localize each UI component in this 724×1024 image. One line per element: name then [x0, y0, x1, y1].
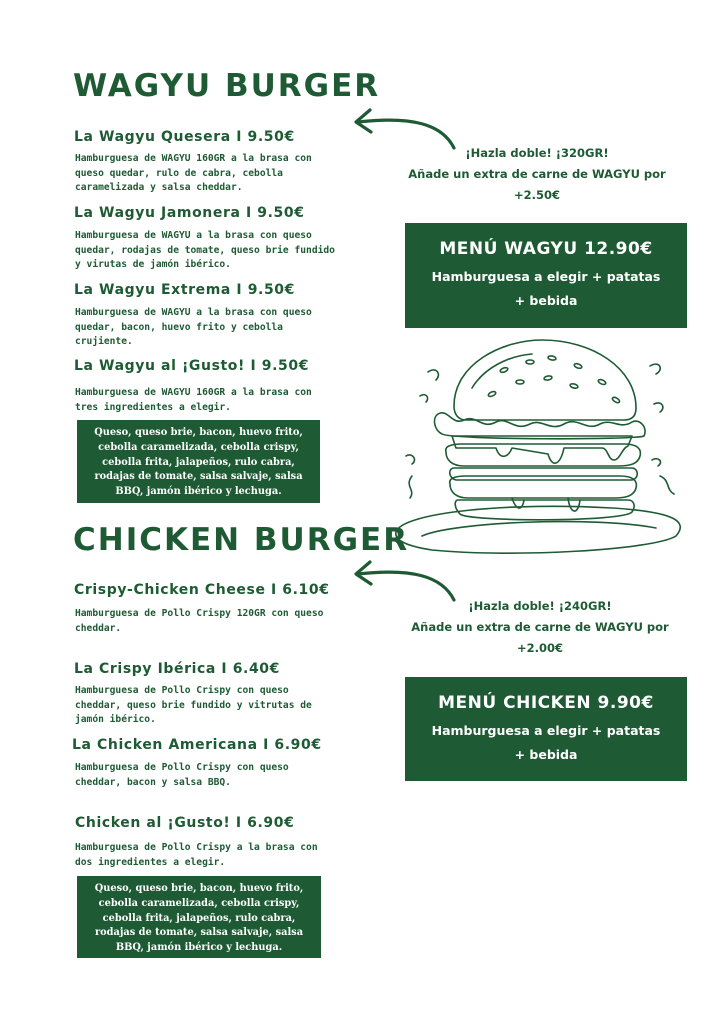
menu-title: MENÚ CHICKEN 9.90€ — [438, 693, 654, 713]
menu-item-desc: Hamburguesa de WAGYU a la brasa con queso quedar, bacon, huevo frito y cebolla crujiente. — [75, 307, 312, 347]
menu-item-name: Chicken al ¡Gusto! I 6.90€ — [75, 815, 295, 831]
menu-item-desc: Hamburguesa de WAGYU a la brasa con queso quedar, rodajas de tomate, queso brie fundido y virutas de jamón ibérico. — [75, 230, 335, 270]
menu-item-name: La Wagyu al ¡Gusto! I 9.50€ — [74, 358, 310, 374]
menu-line: Hamburguesa a elegir + patatas — [431, 269, 661, 284]
menu-item-desc: Hamburguesa de WAGYU 160GR a la brasa con queso quedar, rulo de cabra, cebolla caramelizada y salsa cheddar. — [75, 153, 312, 193]
double-promo — [387, 143, 687, 206]
menu-item-name: Crispy-Chicken Cheese I 6.10€ — [74, 582, 330, 598]
menu-item-name: La Chicken Americana I 6.90€ — [72, 737, 322, 753]
menu-line: + bebida — [514, 747, 578, 762]
double-promo — [390, 596, 690, 659]
menu-item-name: La Wagyu Jamonera I 9.50€ — [74, 205, 305, 221]
burger-illustration — [392, 336, 692, 558]
menu-subtitle — [405, 265, 687, 313]
promo-line: Añade un extra de carne de WAGYU por — [408, 167, 666, 181]
menu-item-desc: Hamburguesa de Pollo Crispy a la brasa con dos ingredientes a elegir. — [75, 842, 318, 868]
menu-item-desc: Hamburguesa de Pollo Crispy 120GR con queso cheddar. — [75, 608, 324, 634]
menu-line: Hamburguesa a elegir + patatas — [431, 723, 661, 738]
menu-item-name: La Crispy Ibérica I 6.40€ — [74, 661, 280, 677]
promo-line: +2.50€ — [513, 188, 560, 202]
promo-line: ¡Hazla doble! ¡320GR! — [465, 146, 609, 160]
chicken-section-title: CHICKEN BURGER — [73, 522, 410, 558]
menu-chicken-box — [405, 677, 687, 781]
menu-item-desc: Hamburguesa de WAGYU 160GR a la brasa con tres ingredientes a elegir. — [75, 387, 312, 413]
ingredients-box: Queso, queso brie, bacon, huevo frito, cebolla caramelizada, cebolla crispy, cebolla frita, jalapeños, rulo cabra, rodajas de tomate, salsa salvaje, salsa BBQ, jamón ibérico y lechuga. — [77, 876, 321, 958]
wagyu-section-title: WAGYU BURGER — [73, 68, 381, 104]
menu-item-name: La Wagyu Extrema I 9.50€ — [74, 282, 295, 298]
menu-item-desc: Hamburguesa de Pollo Crispy con queso cheddar, queso brie fundido y vitrutas de jamón ibérico. — [75, 685, 312, 725]
ingredients-box: Queso, queso brie, bacon, huevo frito, cebolla caramelizada, cebolla crispy, cebolla frita, jalapeños, rulo cabra, rodajas de tomate, salsa salvaje, salsa BBQ, jamón ibérico y lechuga. — [77, 420, 320, 503]
menu-item-desc: Hamburguesa de Pollo Crispy con queso cheddar, bacon y salsa BBQ. — [75, 762, 289, 788]
menu-subtitle — [405, 719, 687, 767]
menu-line: + bebida — [514, 293, 578, 308]
menu-item-name: La Wagyu Quesera I 9.50€ — [74, 129, 295, 145]
promo-line: ¡Hazla doble! ¡240GR! — [468, 599, 612, 613]
menu-title: MENÚ WAGYU 12.90€ — [439, 239, 653, 259]
promo-line: Añade un extra de carne de WAGYU por — [411, 620, 669, 634]
menu-wagyu-box — [405, 223, 687, 328]
promo-line: +2.00€ — [516, 641, 563, 655]
